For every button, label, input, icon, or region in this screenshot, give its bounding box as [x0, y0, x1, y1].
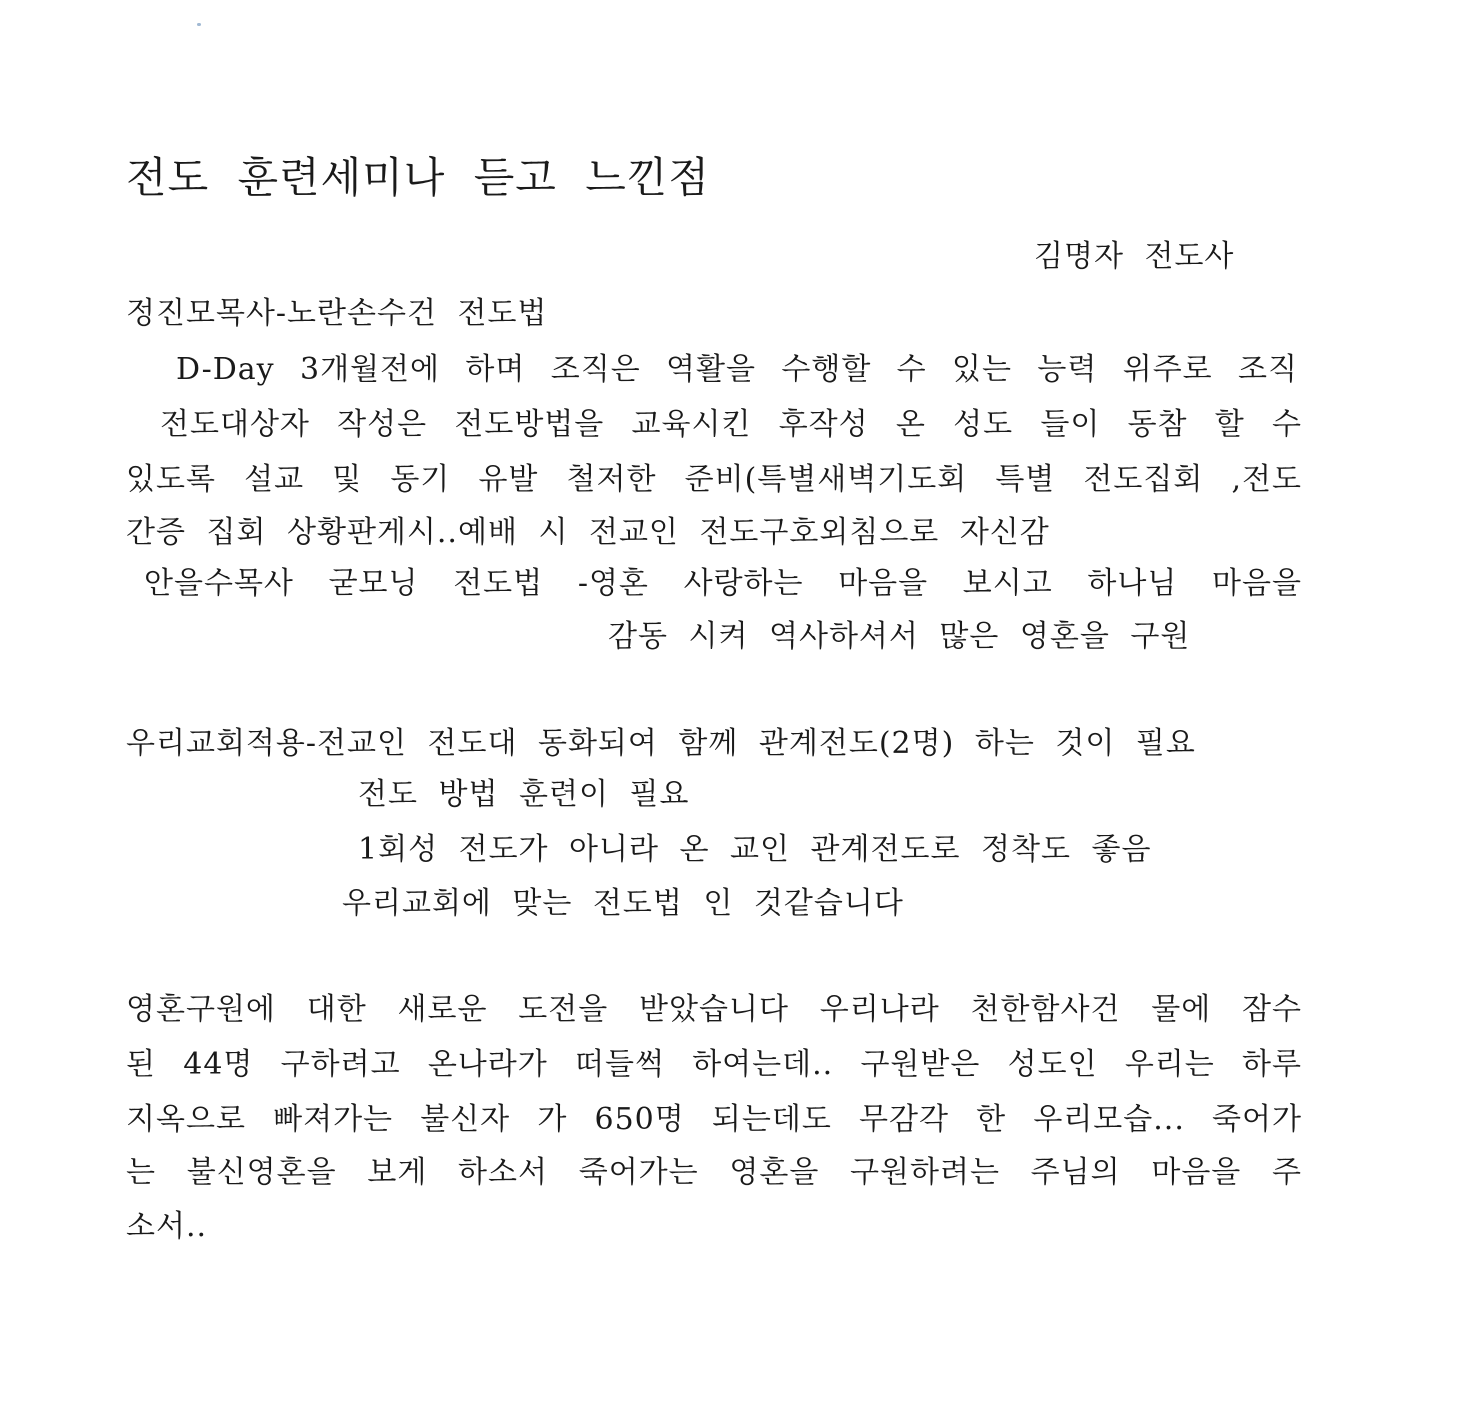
scan-speck	[197, 23, 201, 26]
section1-heading: 정진모목사-노란손수건 전도법	[126, 296, 548, 331]
section2-line-2: 감동 시켜 역사하셔서 많은 영혼을 구원	[608, 619, 1191, 654]
section4-line-3: 지옥으로 빠져가는 불신자 가 650명 되는데도 무감각 한 우리모습... 죽어가	[126, 1102, 1302, 1137]
section1-line-1: D-Day 3개월전에 하며 조직은 역활을 수행할 수 있는 능력 위주로 조직	[176, 352, 1298, 387]
section4-line-4: 는 불신영혼을 보게 하소서 죽어가는 영혼을 구원하려는 주님의 마음을 주	[126, 1155, 1302, 1190]
author-name: 김명자 전도사	[1034, 239, 1235, 274]
section3-line-3: 1회성 전도가 아니라 온 교인 관계전도로 정착도 좋음	[358, 832, 1152, 867]
section1-line-2: 전도대상자 작성은 전도방법을 교육시킨 후작성 온 성도 들이 동참 할 수	[160, 407, 1302, 442]
section4-line-5: 소서..	[126, 1209, 208, 1244]
section4-line-1: 영혼구원에 대한 새로운 도전을 받았습니다 우리나라 천한함사건 물에 잠수	[126, 992, 1302, 1027]
section4-line-2: 된 44명 구하려고 온나라가 떠들썩 하여는데.. 구원받은 성도인 우리는 하루	[126, 1047, 1302, 1082]
section3-line-4: 우리교회에 맞는 전도법 인 것같습니다	[342, 886, 904, 921]
section1-line-4: 간증 집회 상황판게시..예배 시 전교인 전도구호외침으로 자신감	[126, 515, 1050, 550]
section2-line-1: 안을수목사 굳모닝 전도법 -영혼 사랑하는 마음을 보시고 하나님 마음을	[144, 566, 1302, 601]
document-title: 전도 훈련세미나 듣고 느낀점	[126, 153, 710, 202]
section3-line-1: 우리교회적용-전교인 전도대 동화되여 함께 관계전도(2명) 하는 것이 필요	[126, 726, 1196, 761]
section3-line-2: 전도 방법 훈련이 필요	[358, 777, 690, 812]
section1-line-3: 있도록 설교 및 동기 유발 철저한 준비(특별새벽기도회 특별 전도집회 ,전도	[126, 462, 1302, 497]
